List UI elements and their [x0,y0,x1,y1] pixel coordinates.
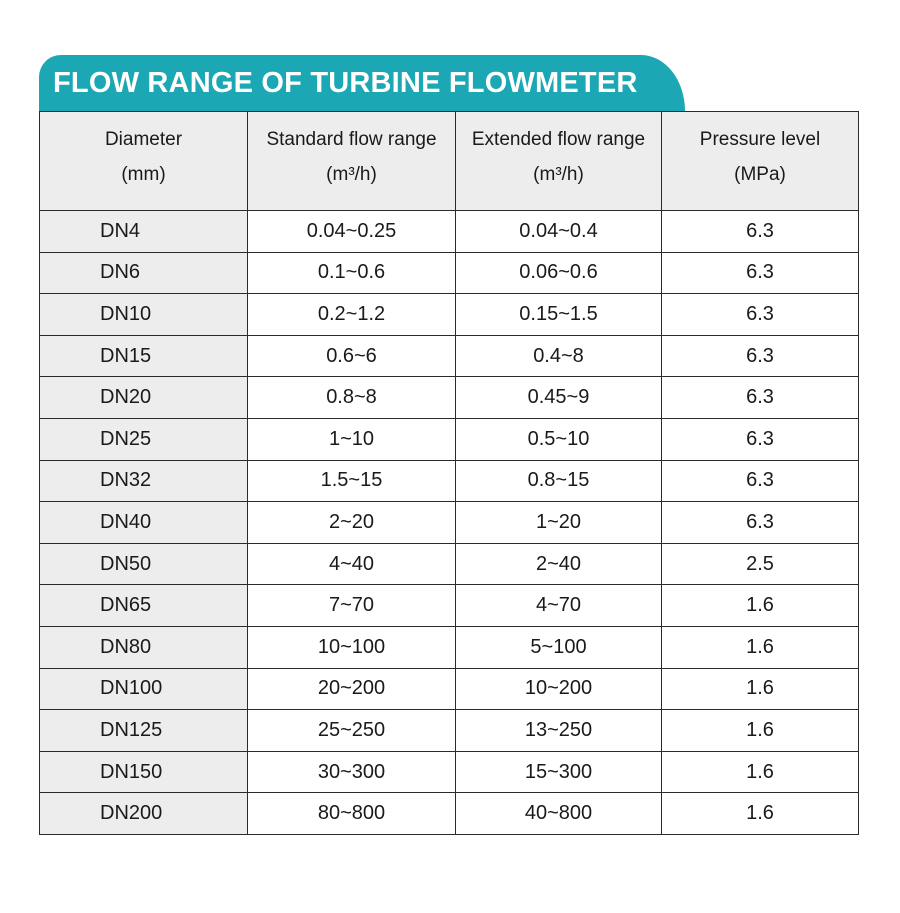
table-row [40,335,859,377]
page-title: FLOW RANGE OF TURBINE FLOWMETER [53,66,638,99]
header-unit: (m³/h) [326,164,377,185]
header-extended-flow [456,112,662,211]
table-row [40,502,859,544]
cell-diameter: DN25 [40,418,248,460]
cell-pressure: 1.6 [662,793,859,835]
table-row [40,377,859,419]
table-row [40,710,859,752]
cell-extended-flow: 2~40 [456,543,662,585]
cell-pressure: 6.3 [662,252,859,294]
header-label: Standard flow range [266,129,437,150]
table-row [40,418,859,460]
cell-extended-flow: 0.15~1.5 [456,294,662,336]
cell-standard-flow: 2~20 [248,502,456,544]
cell-pressure: 6.3 [662,377,859,419]
cell-pressure: 6.3 [662,502,859,544]
cell-diameter: DN20 [40,377,248,419]
cell-standard-flow: 20~200 [248,668,456,710]
cell-standard-flow: 0.2~1.2 [248,294,456,336]
cell-diameter: DN150 [40,751,248,793]
cell-extended-flow: 15~300 [456,751,662,793]
table-row [40,460,859,502]
cell-extended-flow: 10~200 [456,668,662,710]
table-row [40,668,859,710]
cell-diameter: DN200 [40,793,248,835]
cell-standard-flow: 0.1~0.6 [248,252,456,294]
cell-pressure: 6.3 [662,211,859,253]
cell-extended-flow: 0.4~8 [456,335,662,377]
cell-standard-flow: 30~300 [248,751,456,793]
cell-extended-flow: 0.06~0.6 [456,252,662,294]
header-label: Diameter [104,129,183,150]
table-row [40,543,859,585]
table-row [40,252,859,294]
cell-standard-flow: 10~100 [248,626,456,668]
cell-extended-flow: 5~100 [456,626,662,668]
table-row [40,751,859,793]
cell-extended-flow: 13~250 [456,710,662,752]
cell-standard-flow: 1~10 [248,418,456,460]
cell-pressure: 1.6 [662,751,859,793]
cell-pressure: 6.3 [662,294,859,336]
cell-pressure: 1.6 [662,626,859,668]
cell-diameter: DN10 [40,294,248,336]
cell-standard-flow: 0.6~6 [248,335,456,377]
header-label: Pressure level [699,129,821,150]
flow-range-table [39,111,859,835]
cell-diameter: DN15 [40,335,248,377]
table-row [40,793,859,835]
header-unit: (MPa) [734,164,786,185]
cell-standard-flow: 25~250 [248,710,456,752]
cell-pressure: 2.5 [662,543,859,585]
header-unit: (mm) [121,164,166,185]
cell-standard-flow: 1.5~15 [248,460,456,502]
cell-extended-flow: 0.04~0.4 [456,211,662,253]
cell-pressure: 1.6 [662,585,859,627]
cell-pressure: 6.3 [662,460,859,502]
cell-diameter: DN50 [40,543,248,585]
cell-pressure: 1.6 [662,710,859,752]
header-diameter [40,112,248,211]
cell-diameter: DN100 [40,668,248,710]
cell-diameter: DN80 [40,626,248,668]
cell-standard-flow: 0.8~8 [248,377,456,419]
cell-diameter: DN40 [40,502,248,544]
cell-standard-flow: 4~40 [248,543,456,585]
table-header-row [40,112,859,211]
cell-extended-flow: 0.5~10 [456,418,662,460]
cell-standard-flow: 80~800 [248,793,456,835]
cell-standard-flow: 0.04~0.25 [248,211,456,253]
cell-diameter: DN65 [40,585,248,627]
header-label: Extended flow range [471,129,646,150]
cell-diameter: DN32 [40,460,248,502]
cell-extended-flow: 1~20 [456,502,662,544]
table-row [40,585,859,627]
cell-diameter: DN4 [40,211,248,253]
cell-pressure: 6.3 [662,418,859,460]
header-pressure-level [662,112,859,211]
cell-extended-flow: 4~70 [456,585,662,627]
cell-diameter: DN125 [40,710,248,752]
cell-pressure: 6.3 [662,335,859,377]
table-row [40,211,859,253]
cell-extended-flow: 0.45~9 [456,377,662,419]
cell-diameter: DN6 [40,252,248,294]
table-row [40,294,859,336]
header-unit: (m³/h) [533,164,584,185]
cell-pressure: 1.6 [662,668,859,710]
cell-standard-flow: 7~70 [248,585,456,627]
cell-extended-flow: 0.8~15 [456,460,662,502]
table-row [40,626,859,668]
cell-extended-flow: 40~800 [456,793,662,835]
title-banner [39,55,685,111]
header-standard-flow [248,112,456,211]
